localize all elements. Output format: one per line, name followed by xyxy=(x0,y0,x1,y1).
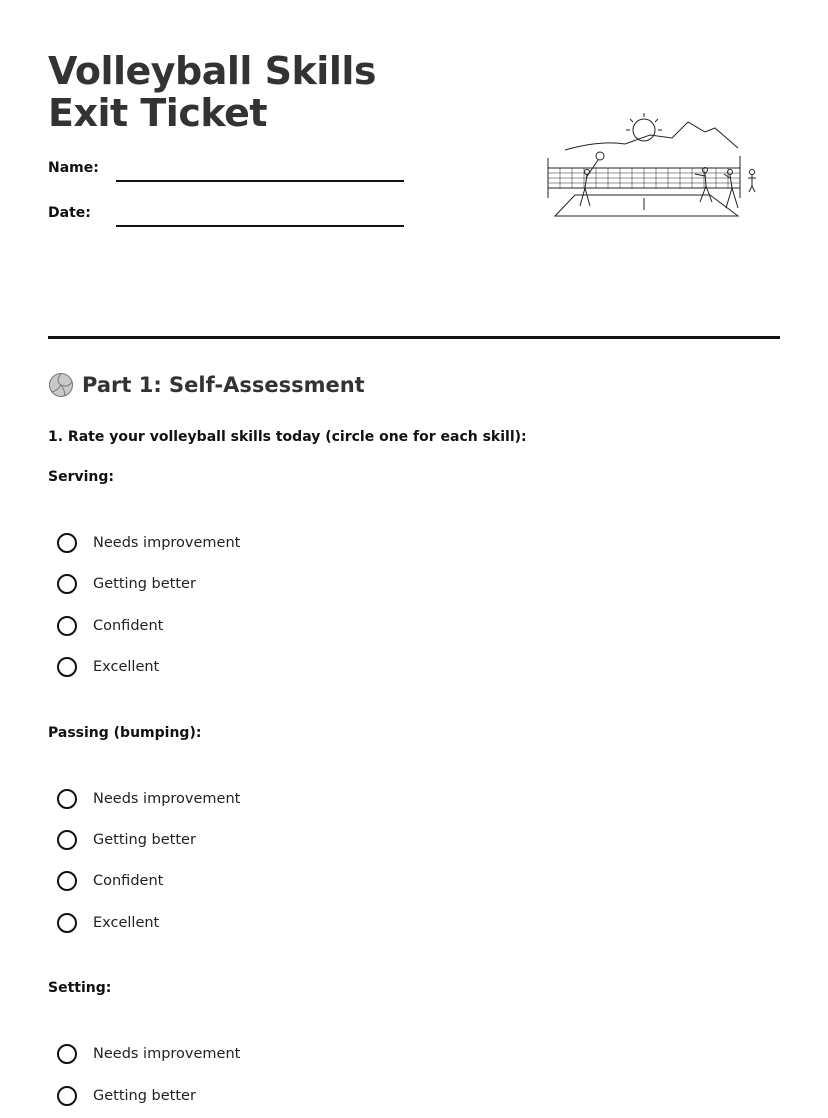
skill-label-serving: Serving: xyxy=(48,469,114,485)
passing-option-2[interactable] xyxy=(57,830,196,850)
date-label: Date: xyxy=(48,205,91,221)
option-label: Confident xyxy=(93,873,164,889)
setting-option-1[interactable] xyxy=(57,1044,240,1064)
passing-option-4[interactable] xyxy=(57,913,159,933)
option-label: Excellent xyxy=(93,915,160,931)
name-write-line xyxy=(116,180,404,182)
option-label: Confident xyxy=(93,618,164,634)
name-field xyxy=(48,160,99,176)
page-title: Volleyball Skills Exit Ticket xyxy=(48,49,376,135)
date-write-line xyxy=(116,225,404,227)
option-label: Needs improvement xyxy=(93,1046,241,1062)
volleyball-beach-scene-icon xyxy=(540,110,765,225)
radio-circle[interactable] xyxy=(57,1044,77,1064)
passing-option-1[interactable] xyxy=(57,789,240,809)
serving-option-2[interactable] xyxy=(57,574,196,594)
option-label: Excellent xyxy=(93,659,160,675)
date-field xyxy=(48,205,91,221)
radio-circle[interactable] xyxy=(57,574,77,594)
radio-circle[interactable] xyxy=(57,533,77,553)
option-label: Getting better xyxy=(93,832,196,848)
option-label: Getting better xyxy=(93,1088,196,1104)
skill-label-setting: Setting: xyxy=(48,980,112,996)
passing-option-3[interactable] xyxy=(57,871,163,891)
radio-circle[interactable] xyxy=(57,616,77,636)
setting-option-2[interactable] xyxy=(57,1086,196,1106)
option-label: Needs improvement xyxy=(93,535,241,551)
radio-circle[interactable] xyxy=(57,871,77,891)
section-divider xyxy=(48,336,780,339)
part-1-heading xyxy=(48,372,365,398)
radio-circle[interactable] xyxy=(57,1086,77,1106)
skill-label-passing: Passing (bumping): xyxy=(48,725,202,741)
radio-circle[interactable] xyxy=(57,789,77,809)
option-label: Needs improvement xyxy=(93,791,241,807)
part-1-title: Part 1: Self-Assessment xyxy=(82,373,365,397)
radio-circle[interactable] xyxy=(57,830,77,850)
option-label: Getting better xyxy=(93,576,196,592)
serving-option-3[interactable] xyxy=(57,616,163,636)
radio-circle[interactable] xyxy=(57,913,77,933)
name-label: Name: xyxy=(48,160,99,176)
question-1: 1. Rate your volleyball skills today (circle one for each skill): xyxy=(48,429,527,445)
radio-circle[interactable] xyxy=(57,657,77,677)
serving-option-4[interactable] xyxy=(57,657,159,677)
serving-option-1[interactable] xyxy=(57,533,240,553)
volleyball-icon xyxy=(48,372,74,398)
